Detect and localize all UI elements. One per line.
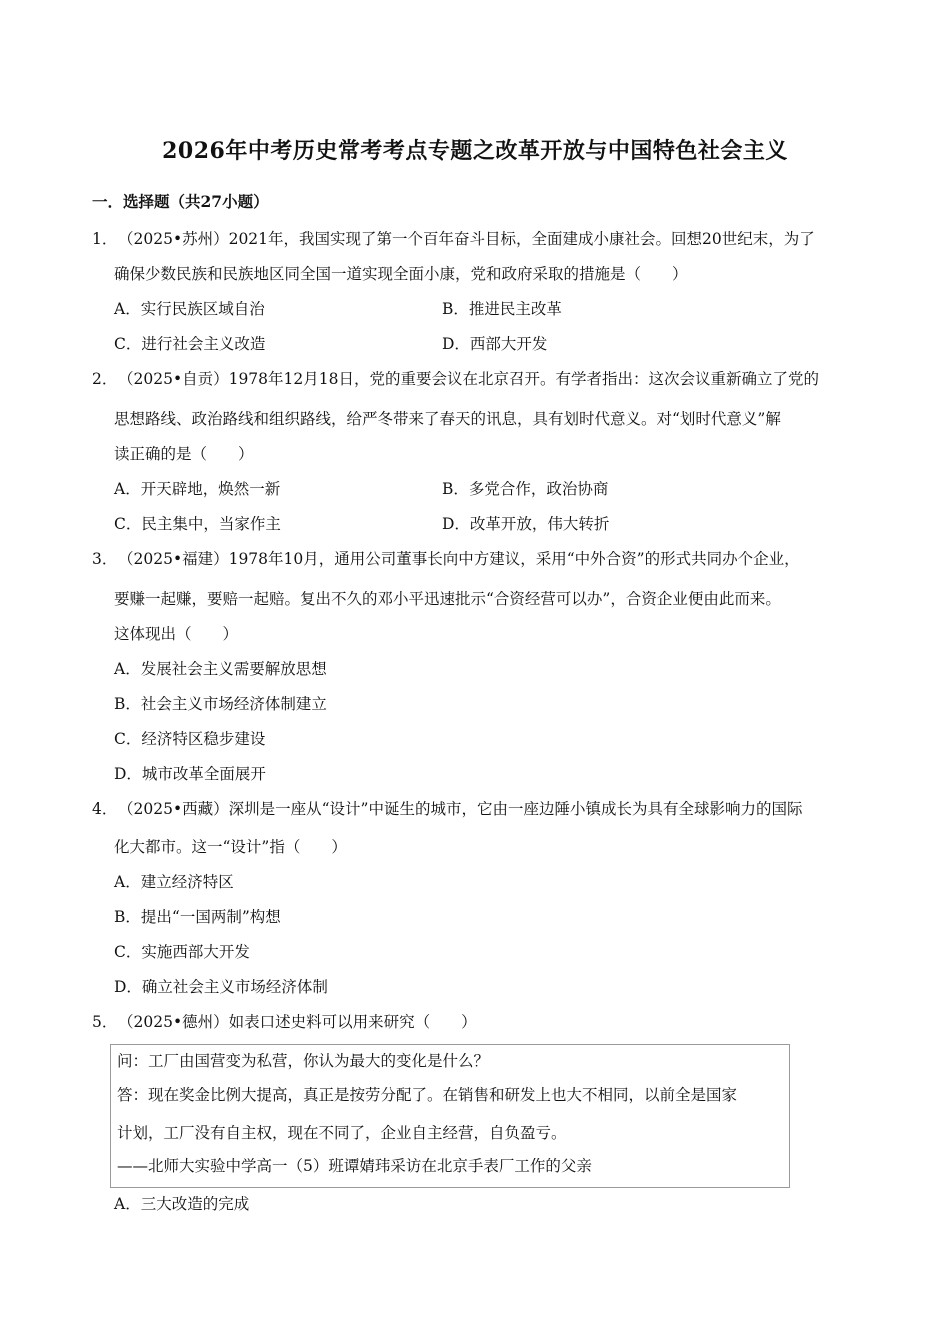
question-text: （2025•德州）如表口述史料可以用来研究（ ） <box>118 1013 477 1031</box>
option-d[interactable]: D．西部大开发 <box>442 335 548 353</box>
table-row: 问：工厂由国营变为私营，你认为最大的变化是什么？ <box>117 1052 490 1070</box>
table-row: 答：现在奖金比例大提高，真正是按劳分配了。在销售和研发上也大不相同，以前全是国家 <box>117 1086 738 1104</box>
option-c[interactable]: C．经济特区稳步建设 <box>114 730 266 748</box>
table-row: 计划，工厂没有自主权，现在不同了，企业自主经营，自负盈亏。 <box>117 1124 567 1142</box>
question-text: 化大都市。这一“设计”指（ ） <box>114 838 347 856</box>
question-text: （2025•西藏）深圳是一座从“设计”中诞生的城市，它由一座边陲小镇成长为具有全球影响力的国际 <box>118 800 803 818</box>
question-number: 5． <box>92 1013 118 1031</box>
question-text: 这体现出（ ） <box>114 625 239 643</box>
question-text: （2025•苏州）2021年，我国实现了第一个百年奋斗目标，全面建成小康社会。回想20世纪末，为了 <box>118 230 815 248</box>
question-text: 思想路线、政治路线和组织路线，给严冬带来了春天的讯息，具有划时代意义。对“划时代意义”解 <box>114 410 781 428</box>
option-b[interactable]: B．推进民主改革 <box>442 300 562 318</box>
option-a[interactable]: A．三大改造的完成 <box>114 1195 250 1213</box>
option-c[interactable]: C．民主集中，当家作主 <box>114 515 281 533</box>
question-text: 读正确的是（ ） <box>114 445 254 463</box>
option-b[interactable]: B．社会主义市场经济体制建立 <box>114 695 327 713</box>
option-b[interactable]: B．提出“一国两制”构想 <box>114 908 281 926</box>
question-number: 3． <box>92 550 118 568</box>
option-c[interactable]: C．进行社会主义改造 <box>114 335 266 353</box>
question-text: （2025•福建）1978年10月，通用公司董事长向中方建议，采用“中外合资”的形式共同办个企业， <box>118 550 800 568</box>
page-title: 2026年中考历史常考考点专题之改革开放与中国特色社会主义 <box>162 138 788 164</box>
option-d[interactable]: D．确立社会主义市场经济体制 <box>114 978 328 996</box>
question-text: （2025•自贡）1978年12月18日，党的重要会议在北京召开。有学者指出：这次会议重新确立了党的 <box>118 370 819 388</box>
table-row: ——北师大实验中学高一（5）班谭婧玮采访在北京手表厂工作的父亲 <box>117 1157 592 1175</box>
source-table <box>110 1044 790 1188</box>
option-d[interactable]: D．改革开放，伟大转折 <box>442 515 610 533</box>
question-number: 2． <box>92 370 118 388</box>
question-text: 确保少数民族和民族地区同全国一道实现全面小康，党和政府采取的措施是（ ） <box>114 265 688 283</box>
option-d[interactable]: D．城市改革全面展开 <box>114 765 266 783</box>
question-text: 要赚一起赚，要赔一起赔。复出不久的邓小平迅速批示“合资经营可以办”，合资企业便由此而来。 <box>114 590 781 608</box>
option-c[interactable]: C．实施西部大开发 <box>114 943 250 961</box>
question-number: 1． <box>92 230 118 248</box>
option-a[interactable]: A．建立经济特区 <box>114 873 234 891</box>
option-a[interactable]: A．开天辟地，焕然一新 <box>114 480 281 498</box>
question-number: 4． <box>92 800 118 818</box>
section-heading: 一．选择题（共27小题） <box>92 192 269 211</box>
option-a[interactable]: A．实行民族区域自治 <box>114 300 265 318</box>
option-a[interactable]: A．发展社会主义需要解放思想 <box>114 660 327 678</box>
option-b[interactable]: B．多党合作，政治协商 <box>442 480 609 498</box>
